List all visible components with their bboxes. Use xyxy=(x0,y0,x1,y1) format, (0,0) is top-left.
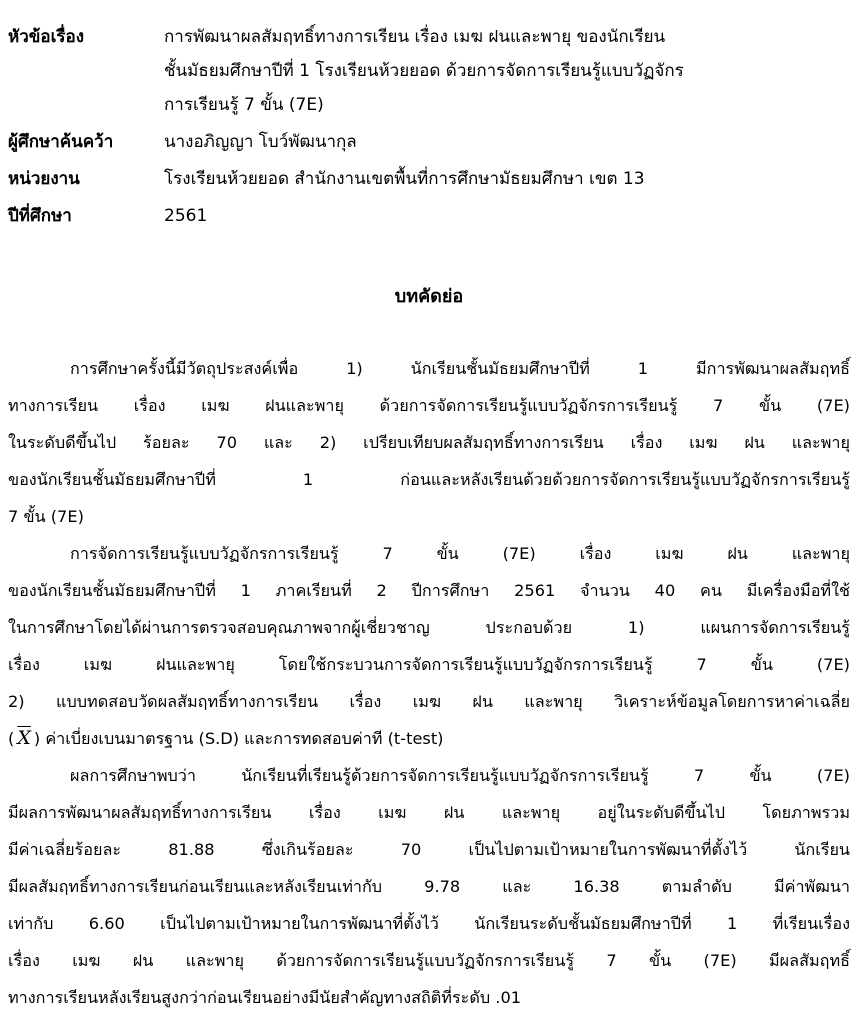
topic-row xyxy=(8,20,850,122)
paragraph-line: ในระดับดีขึ้นไป ร้อยละ 70 และ 2) เปรียบเทียบผลสัมฤทธิ์ทางการเรียน เรื่อง เมฆ ฝน และพายุ xyxy=(8,433,850,452)
paragraph-line: มีค่าเฉลี่ยร้อยละ 81.88 ซึ่งเกินร้อยละ 70 เป็นไปตามเป้าหมายในการพัฒนาที่ตั้งไว้ นักเรียน xyxy=(8,840,850,859)
mean-symbol: $\overline{X}$ xyxy=(17,727,31,749)
paragraph-line: 7 ขั้น (7E) xyxy=(8,507,84,526)
researcher-label: ผู้ศึกษาค้นคว้า xyxy=(8,132,114,152)
paragraph-line: เท่ากับ 6.60 เป็นไปตามเป้าหมายในการพัฒนาที่ตั้งไว้ นักเรียนระดับชั้นมัธยมศึกษาปีที่ 1 ที่เรียนเรื่อง xyxy=(8,914,850,933)
agency-value: โรงเรียนห้วยยอด สำนักงานเขตพื้นที่การศึกษามัธยมศึกษา เขต 13 xyxy=(164,169,645,189)
paragraph-line: การศึกษาครั้งนี้มีวัตถุประสงค์เพื่อ 1) นักเรียนชั้นมัธยมศึกษาปีที่ 1 มีการพัฒนาผลสัมฤทธิ์ xyxy=(70,359,850,378)
paragraph-line: เรื่อง เมฆ ฝน และพายุ ด้วยการจัดการเรียนรู้แบบวัฏจักรการเรียนรู้ 7 ขั้น (7E) มีผลสัมฤทธิ์ xyxy=(8,951,850,970)
topic-line: ชั้นมัธยมศึกษาปีที่ 1 โรงเรียนห้วยยอด ด้วยการจัดการเรียนรู้แบบวัฏจักร xyxy=(164,61,684,81)
paragraph-line: ทางการเรียนหลังเรียนสูงกว่าก่อนเรียนอย่างมีนัยสำคัญทางสถิติที่ระดับ .01 xyxy=(8,988,522,1007)
paragraph-line: ของนักเรียนชั้นมัธยมศึกษาปีที่ 1 ภาคเรียนที่ 2 ปีการศึกษา 2561 จำนวน 40 คน มีเครื่องมือที่ใช้ xyxy=(8,581,850,600)
research-metadata xyxy=(8,20,850,236)
paragraph-line: มีผลสัมฤทธิ์ทางการเรียนก่อนเรียนและหลังเรียนเท่ากับ 9.78 และ 16.38 ตามลำดับ มีค่าพัฒนา xyxy=(8,877,850,896)
mean-line-text: ) ค่าเบี่ยงเบนมาตรฐาน (S.D) และการทดสอบค่าที (t-test) xyxy=(33,729,444,748)
abstract-paragraph-method xyxy=(8,535,850,757)
paragraph-line: ของนักเรียนชั้นมัธยมศึกษาปีที่ 1 ก่อนและหลังเรียนด้วยด้วยการจัดการเรียนรู้แบบวัฏจักรการเรียนรู้ xyxy=(8,470,850,489)
abstract-title: บทคัดย่อ xyxy=(394,286,464,307)
year-label: ปีที่ศึกษา xyxy=(8,206,72,226)
topic-line: การเรียนรู้ 7 ขั้น (7E) xyxy=(164,95,324,115)
paragraph-line: การจัดการเรียนรู้แบบวัฏจักรการเรียนรู้ 7 ขั้น (7E) เรื่อง เมฆ ฝน และพายุ xyxy=(70,544,850,563)
year-row xyxy=(8,199,850,233)
agency-row xyxy=(8,162,850,196)
paragraph-line: ในการศึกษาโดยได้ผ่านการตรวจสอบคุณภาพจากผู้เชี่ยวชาญ ประกอบด้วย 1) แผนการจัดการเรียนรู้ xyxy=(8,618,850,637)
mean-open-paren: ( xyxy=(8,729,15,748)
paragraph-line: เรื่อง เมฆ ฝนและพายุ โดยใช้กระบวนการจัดการเรียนรู้แบบวัฏจักรการเรียนรู้ 7 ขั้น (7E) xyxy=(8,655,850,674)
year-value: 2561 xyxy=(164,206,208,226)
topic-line: การพัฒนาผลสัมฤทธิ์ทางการเรียน เรื่อง เมฆ ฝนและพายุ ของนักเรียน xyxy=(164,27,666,47)
paragraph-line-mean xyxy=(8,720,850,757)
topic-value xyxy=(164,20,850,122)
researcher-row xyxy=(8,125,850,159)
topic-label: หัวข้อเรื่อง xyxy=(8,27,85,47)
paragraph-line: มีผลการพัฒนาผลสัมฤทธิ์ทางการเรียน เรื่อง เมฆ ฝน และพายุ อยู่ในระดับดีขึ้นไป โดยภาพรวม xyxy=(8,803,850,822)
abstract-body xyxy=(8,350,850,1016)
researcher-value: นางอภิญญา โบว์พัฒนากุล xyxy=(164,132,357,152)
paragraph-line: ทางการเรียน เรื่อง เมฆ ฝนและพายุ ด้วยการจัดการเรียนรู้แบบวัฏจักรการเรียนรู้ 7 ขั้น (7E) xyxy=(8,396,850,415)
abstract-paragraph-objectives xyxy=(8,350,850,535)
agency-label: หน่วยงาน xyxy=(8,169,80,189)
paragraph-line: ผลการศึกษาพบว่า นักเรียนที่เรียนรู้ด้วยการจัดการเรียนรู้แบบวัฏจักรการเรียนรู้ 7 ขั้น (7E) xyxy=(70,766,850,785)
abstract-paragraph-results xyxy=(8,757,850,1016)
paragraph-line: 2) แบบทดสอบวัดผลสัมฤทธิ์ทางการเรียน เรื่อง เมฆ ฝน และพายุ วิเคราะห์ข้อมูลโดยการหาค่าเฉลี่ย xyxy=(8,692,850,711)
